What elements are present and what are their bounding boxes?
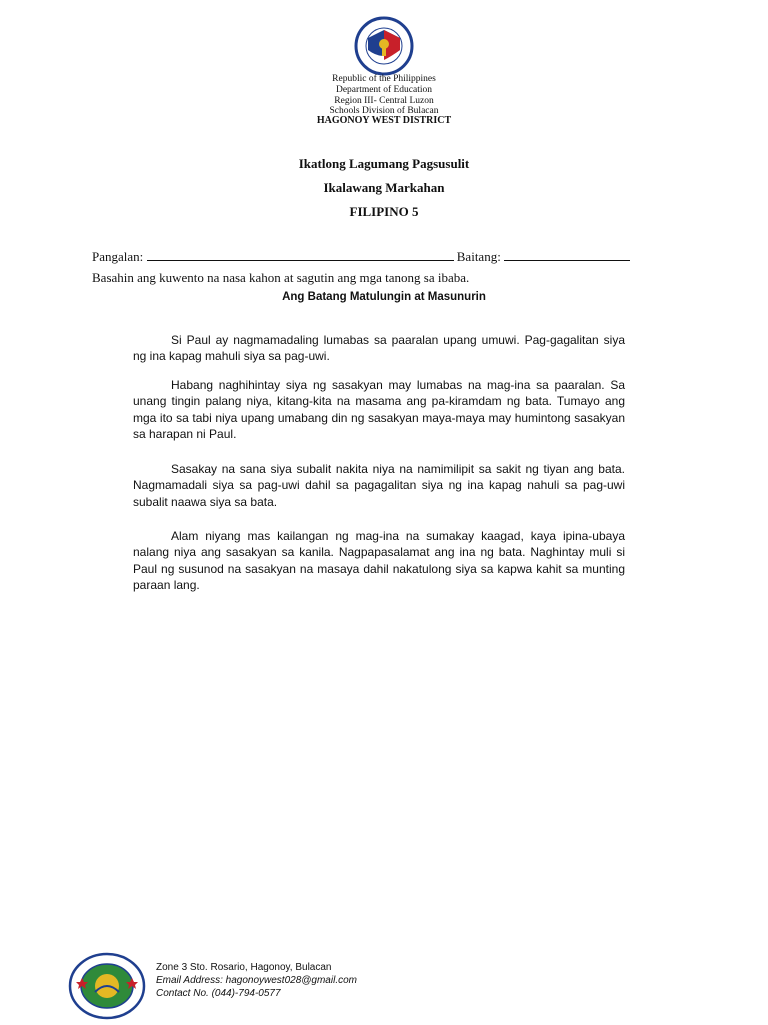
test-title: Ikatlong Lagumang Pagsusulit (298, 156, 470, 171)
header-district: HAGONOY WEST DISTRICT (316, 115, 452, 126)
quarter-title: Ikalawang Markahan (323, 180, 445, 195)
name-grade-row (92, 249, 630, 265)
story-title: Ang Batang Matulungin at Masunurin (282, 291, 486, 303)
footer-contact: Contact No. (044)-794-0577 (156, 988, 281, 999)
header-line-republic: Republic of the Philippines (332, 74, 436, 84)
header-line-region: Region III- Central Luzon (334, 96, 434, 106)
subject-title: FILIPINO 5 (349, 204, 419, 219)
deped-seal-logo (340, 16, 428, 76)
story-paragraph-2: Habang naghihintay siya ng sasakyan may lumabas na mag-ina sa paaralan. Sa unang tingin palang niya, kitang-kita na masama ang pa-kiramdam ng bata. Tumayo ang mga ito sa tabi niya upang umabang din ng sasakyan maya-maya may humintong sasakyan sa harapan ni Paul. (133, 378, 625, 441)
header-line-division: Schools Division of Bulacan (329, 106, 439, 116)
district-logo (68, 952, 146, 1020)
instruction-text: Basahin ang kuwento na nasa kahon at sagutin ang mga tanong sa ibaba. (92, 270, 470, 285)
grade-label: Baitang: (456, 249, 501, 264)
footer-address: Zone 3 Sto. Rosario, Hagonoy, Bulacan (156, 962, 332, 973)
name-blank[interactable] (147, 249, 454, 261)
story-paragraph-3: Sasakay na sana siya subalit nakita niya na namimilipit sa sakit ng tiyan ang bata. Nagmamadali siya sa pag-uwi dahil sa pagagalitan siya ng ina kapag nahuli sa pag-uwi subalit naawa siya sa bata. (133, 462, 625, 509)
footer-email: Email Address: hagonoywest028@gmail.com (156, 975, 357, 986)
header-line-department: Department of Education (335, 85, 433, 95)
story-paragraph-1: Si Paul ay nagmamadaling lumabas sa paaralan upang umuwi. Pag-gagalitan siya ng ina kapag mahuli siya sa pag-uwi. (133, 333, 625, 364)
story-paragraph-4: Alam niyang mas kailangan ng mag-ina na sumakay kaagad, kaya ipina-ubaya nalang niya ang sasakyan sa kanila. Nagpapasalamat ang ina ng bata. Naghintay muli si Paul ng susunod na sasakyan na masaya dahil nakatulong siya sa kapwa kahit sa munting paraan lang. (133, 529, 625, 592)
name-label: Pangalan: (92, 249, 144, 264)
grade-blank[interactable] (504, 249, 630, 261)
